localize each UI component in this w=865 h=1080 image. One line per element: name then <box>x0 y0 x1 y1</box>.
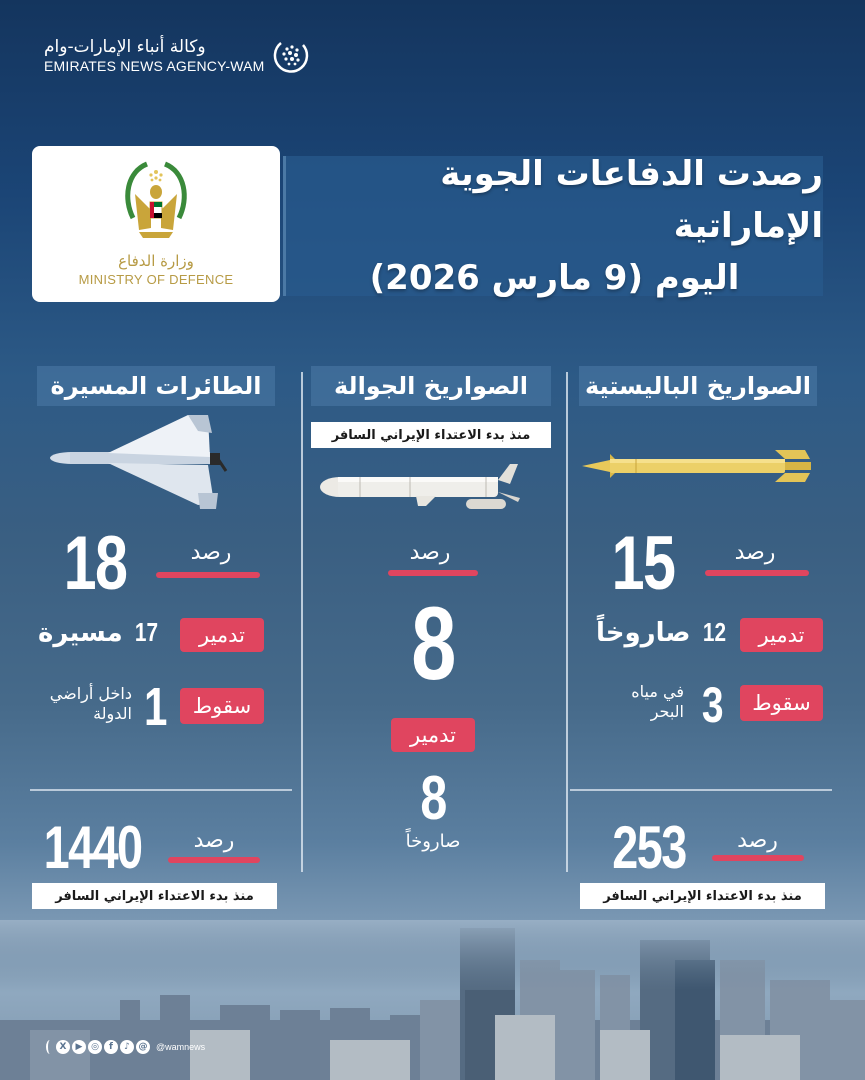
ballistic-fell-note: في مياه البحر <box>631 682 684 721</box>
ballistic-detected-underline <box>705 570 809 576</box>
column-divider-right <box>566 372 568 872</box>
falcon-emblem-icon <box>121 158 191 248</box>
globe-dots-icon <box>273 37 309 73</box>
ministry-logo-card <box>32 146 280 302</box>
drones-total-value: 1440 <box>43 814 142 881</box>
drones-detected-underline <box>156 572 260 578</box>
drones-fell-badge: سقوط <box>180 688 264 724</box>
cruise-heading: الصواريخ الجوالة <box>311 366 551 406</box>
agency-name-en: EMIRATES NEWS AGENCY-WAM <box>44 58 265 74</box>
drones-fell-value: 1 <box>144 677 166 737</box>
ballistic-missile-icon <box>580 446 815 490</box>
ballistic-destroyed-badge: تدمير <box>740 618 823 652</box>
arc-decoration-icon <box>46 1040 54 1054</box>
wam-text <box>44 36 265 74</box>
instagram-icon[interactable]: ◎ <box>88 1040 102 1054</box>
youtube-icon[interactable]: ▶ <box>72 1040 86 1054</box>
drones-total-underline <box>168 857 260 863</box>
ministry-name-en: MINISTRY OF DEFENCE <box>78 272 234 287</box>
drones-destroyed-badge: تدمير <box>180 618 264 652</box>
cruise-missile-icon <box>318 462 523 516</box>
column-divider-left <box>301 372 303 872</box>
drones-heading: الطائرات المسيرة <box>37 366 275 406</box>
ballistic-total-label: رصد <box>737 828 778 853</box>
drones-destroyed-value: 17 <box>134 617 158 647</box>
ballistic-destroyed-value: 12 <box>702 617 726 647</box>
cruise-destroyed-unit: صاروخاً <box>405 831 461 852</box>
cruise-detected-label: رصد <box>409 540 451 565</box>
threads-icon[interactable]: @ <box>136 1040 150 1054</box>
ballistic-since-note: منذ بدء الاعتداء الإيراني السافر <box>580 883 825 909</box>
drones-detected-label: رصد <box>190 540 232 565</box>
x-icon[interactable]: X <box>56 1040 70 1054</box>
wam-branding <box>44 36 309 74</box>
ballistic-destroyed-unit: صاروخاً <box>596 618 691 648</box>
social-handle[interactable]: @wamnews <box>156 1042 206 1052</box>
ballistic-fell-value: 3 <box>701 677 723 733</box>
ballistic-total-value: 253 <box>612 814 686 881</box>
cruise-detected-underline <box>388 570 478 576</box>
cruise-since-note: منذ بدء الاعتداء الإيراني السافر <box>311 422 551 448</box>
tiktok-icon[interactable]: ♪ <box>120 1040 134 1054</box>
row-divider-right <box>570 789 832 791</box>
drones-destroyed-stat <box>38 617 161 648</box>
ballistic-detected-value: 15 <box>611 521 675 606</box>
drones-destroyed-unit: مسيرة <box>38 618 123 648</box>
drones-since-note: منذ بدء الاعتداء الإيراني السافر <box>32 883 277 909</box>
headline-line-1: رصدت الدفاعات الجوية الإماراتية <box>440 154 823 246</box>
drones-fell-note: داخل أراضي الدولة <box>49 684 132 723</box>
headline-box <box>283 156 823 296</box>
headline-line-2: اليوم (9 مارس 2026) <box>369 258 740 298</box>
row-divider-left <box>30 789 292 791</box>
cruise-destroyed-badge: تدمير <box>391 718 475 752</box>
drones-total-label: رصد <box>193 828 235 853</box>
cruise-destroyed-value: 8 <box>420 764 446 833</box>
ballistic-fell-badge: سقوط <box>740 685 823 721</box>
ballistic-destroyed-stat <box>596 617 729 648</box>
city-skyline-image <box>0 920 865 1080</box>
ballistic-detected-label: رصد <box>734 540 776 565</box>
ballistic-heading: الصواريخ الباليستية <box>579 366 817 406</box>
agency-name-ar: وكالة أنباء الإمارات-وام <box>44 37 206 57</box>
cruise-detected-value: 8 <box>411 586 455 702</box>
drones-detected-value: 18 <box>63 521 127 606</box>
ballistic-total-underline <box>712 855 804 861</box>
social-links <box>46 1040 205 1054</box>
drone-icon <box>48 413 238 517</box>
facebook-icon[interactable]: f <box>104 1040 118 1054</box>
ministry-name-ar: وزارة الدفاع <box>118 252 194 270</box>
